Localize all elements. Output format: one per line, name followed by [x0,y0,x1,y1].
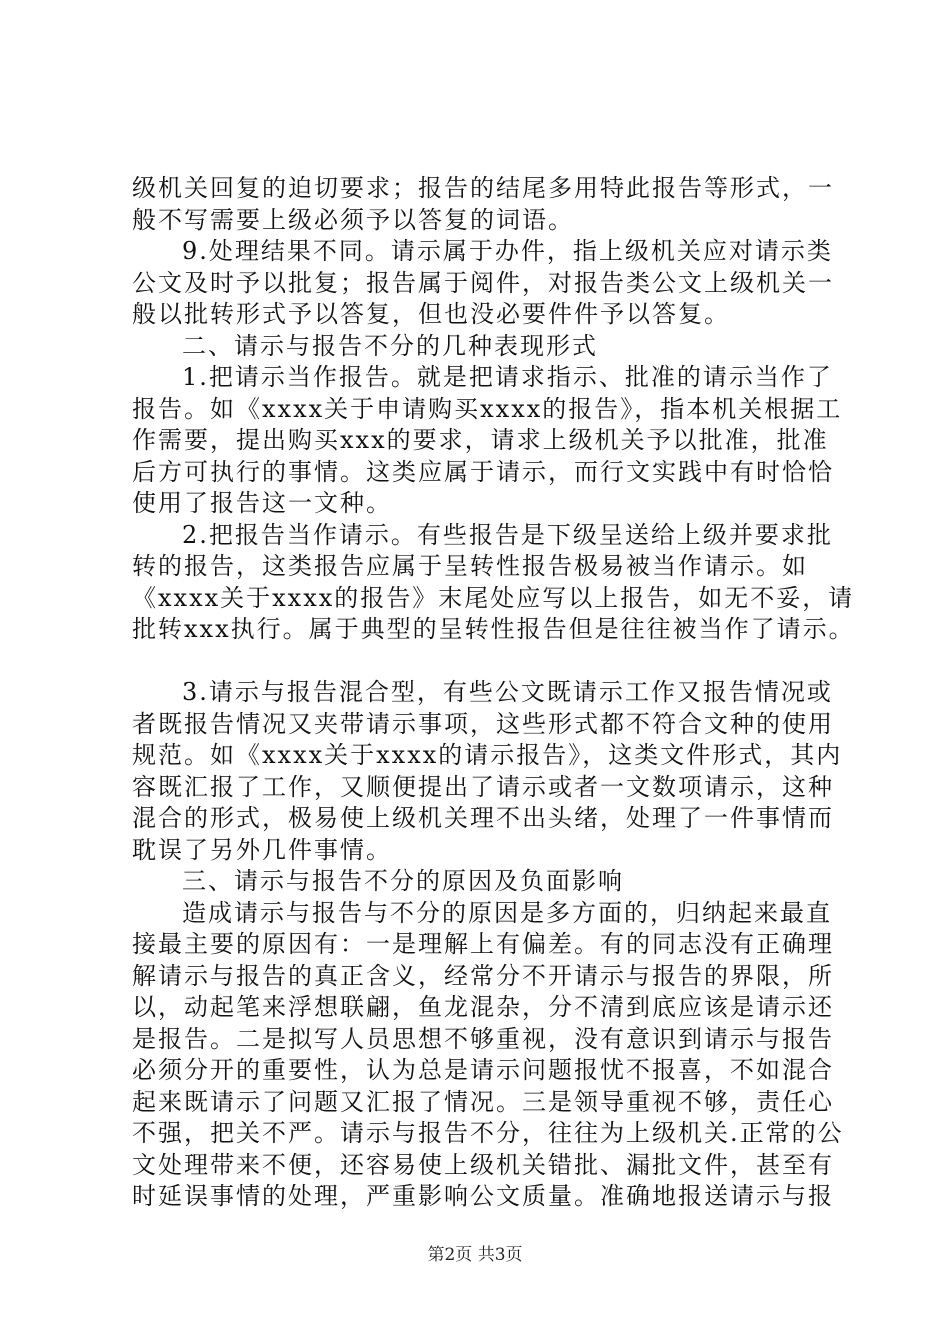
text-line: 时延误事情的处理，严重影响公文质量。准确地报送请示与报 [132,1182,834,1210]
text-line: 1.把请示当作报告。就是把请求指示、批准的请示当作了 [182,363,833,391]
page-number-footer: 第2页 共3页 [427,1245,523,1265]
text-line: 者既报告情况又夹带请示事项，这些形式都不符合文种的使用 [132,709,834,738]
text-line: 起来既请示了问题又汇报了情况。三是领导重视不够，责任心 [132,1087,834,1116]
text-line: 公文及时予以批复；报告属于阅件，对报告类公文上级机关一 [132,268,834,297]
text-line: 是报告。二是拟写人员思想不够重视，没有意识到请示与报告 [132,1024,834,1053]
text-line: 混合的形式，极易使上级机关理不出头绪，处理了一件事情而 [132,804,834,832]
text-line: 后方可执行的事情。这类应属于请示，而行文实践中有时恰恰 [132,457,834,486]
text-line: 3.请示与报告混合型，有些公文既请示工作又报告情况或 [182,678,833,706]
text-line: 规范。如《xxxx关于xxxx的请示报告》，这类文件形式，其内 [132,741,843,769]
text-line: 耽误了另外几件事情。 [132,835,392,864]
text-line: 作需要，提出购买xxx的要求，请求上级机关予以批准，批准 [132,426,829,454]
text-line: 般以批转形式予以答复，但也没必要件件予以答复。 [132,300,730,328]
text-line: 《xxxx关于xxxx的报告》末尾处应写以上报告，如无不妥，请 [132,583,855,612]
document-body [132,173,855,1213]
text-line: 解请示与报告的真正含义，经常分不开请示与报告的界限，所 [132,961,834,990]
text-line: 使用了报告这一文种。 [132,489,392,517]
text-line: 必须分开的重要性，认为总是请示问题报忧不报喜，不如混合 [132,1056,834,1084]
paragraph-gap [132,646,832,678]
text-line: 9.处理结果不同。请示属于办件，指上级机关应对请示类 [182,237,833,265]
text-line: 批转xxx执行。属于典型的呈转性报告但是往往被当作了请示。 [132,615,855,643]
text-line: 转的报告，这类报告应属于呈转性报告极易被当作请示。如 [132,552,808,580]
text-line: 接最主要的原因有：一是理解上有偏差。有的同志没有正确理 [132,930,834,958]
section-heading: 三、请示与报告不分的原因及负面影响 [182,867,624,895]
text-line: 般不写需要上级必须予以答复的词语。 [132,205,574,234]
text-line: 造成请示与报告与不分的原因是多方面的，归纳起来最直 [182,898,832,927]
text-line: 以，动起笔来浮想联翩，鱼龙混杂，分不清到底应该是请示还 [132,993,834,1021]
text-line: 文处理带来不便，还容易使上级机关错批、漏批文件，甚至有 [132,1150,834,1179]
text-line: 容既汇报了工作，又顺便提出了请示或者一文数项请示，这种 [132,772,834,801]
text-line: 不强，把关不严。请示与报告不分，往往为上级机关.正常的公 [132,1119,844,1147]
section-heading: 二、请示与报告不分的几种表现形式 [182,331,598,360]
text-line: 报告。如《xxxx关于申请购买xxxx的报告》，指本机关根据工 [132,394,843,423]
text-line: 2.把报告当作请示。有些报告是下级呈送给上级并要求批 [182,520,833,549]
text-line: 级机关回复的迫切要求；报告的结尾多用特此报告等形式，一 [132,174,834,202]
